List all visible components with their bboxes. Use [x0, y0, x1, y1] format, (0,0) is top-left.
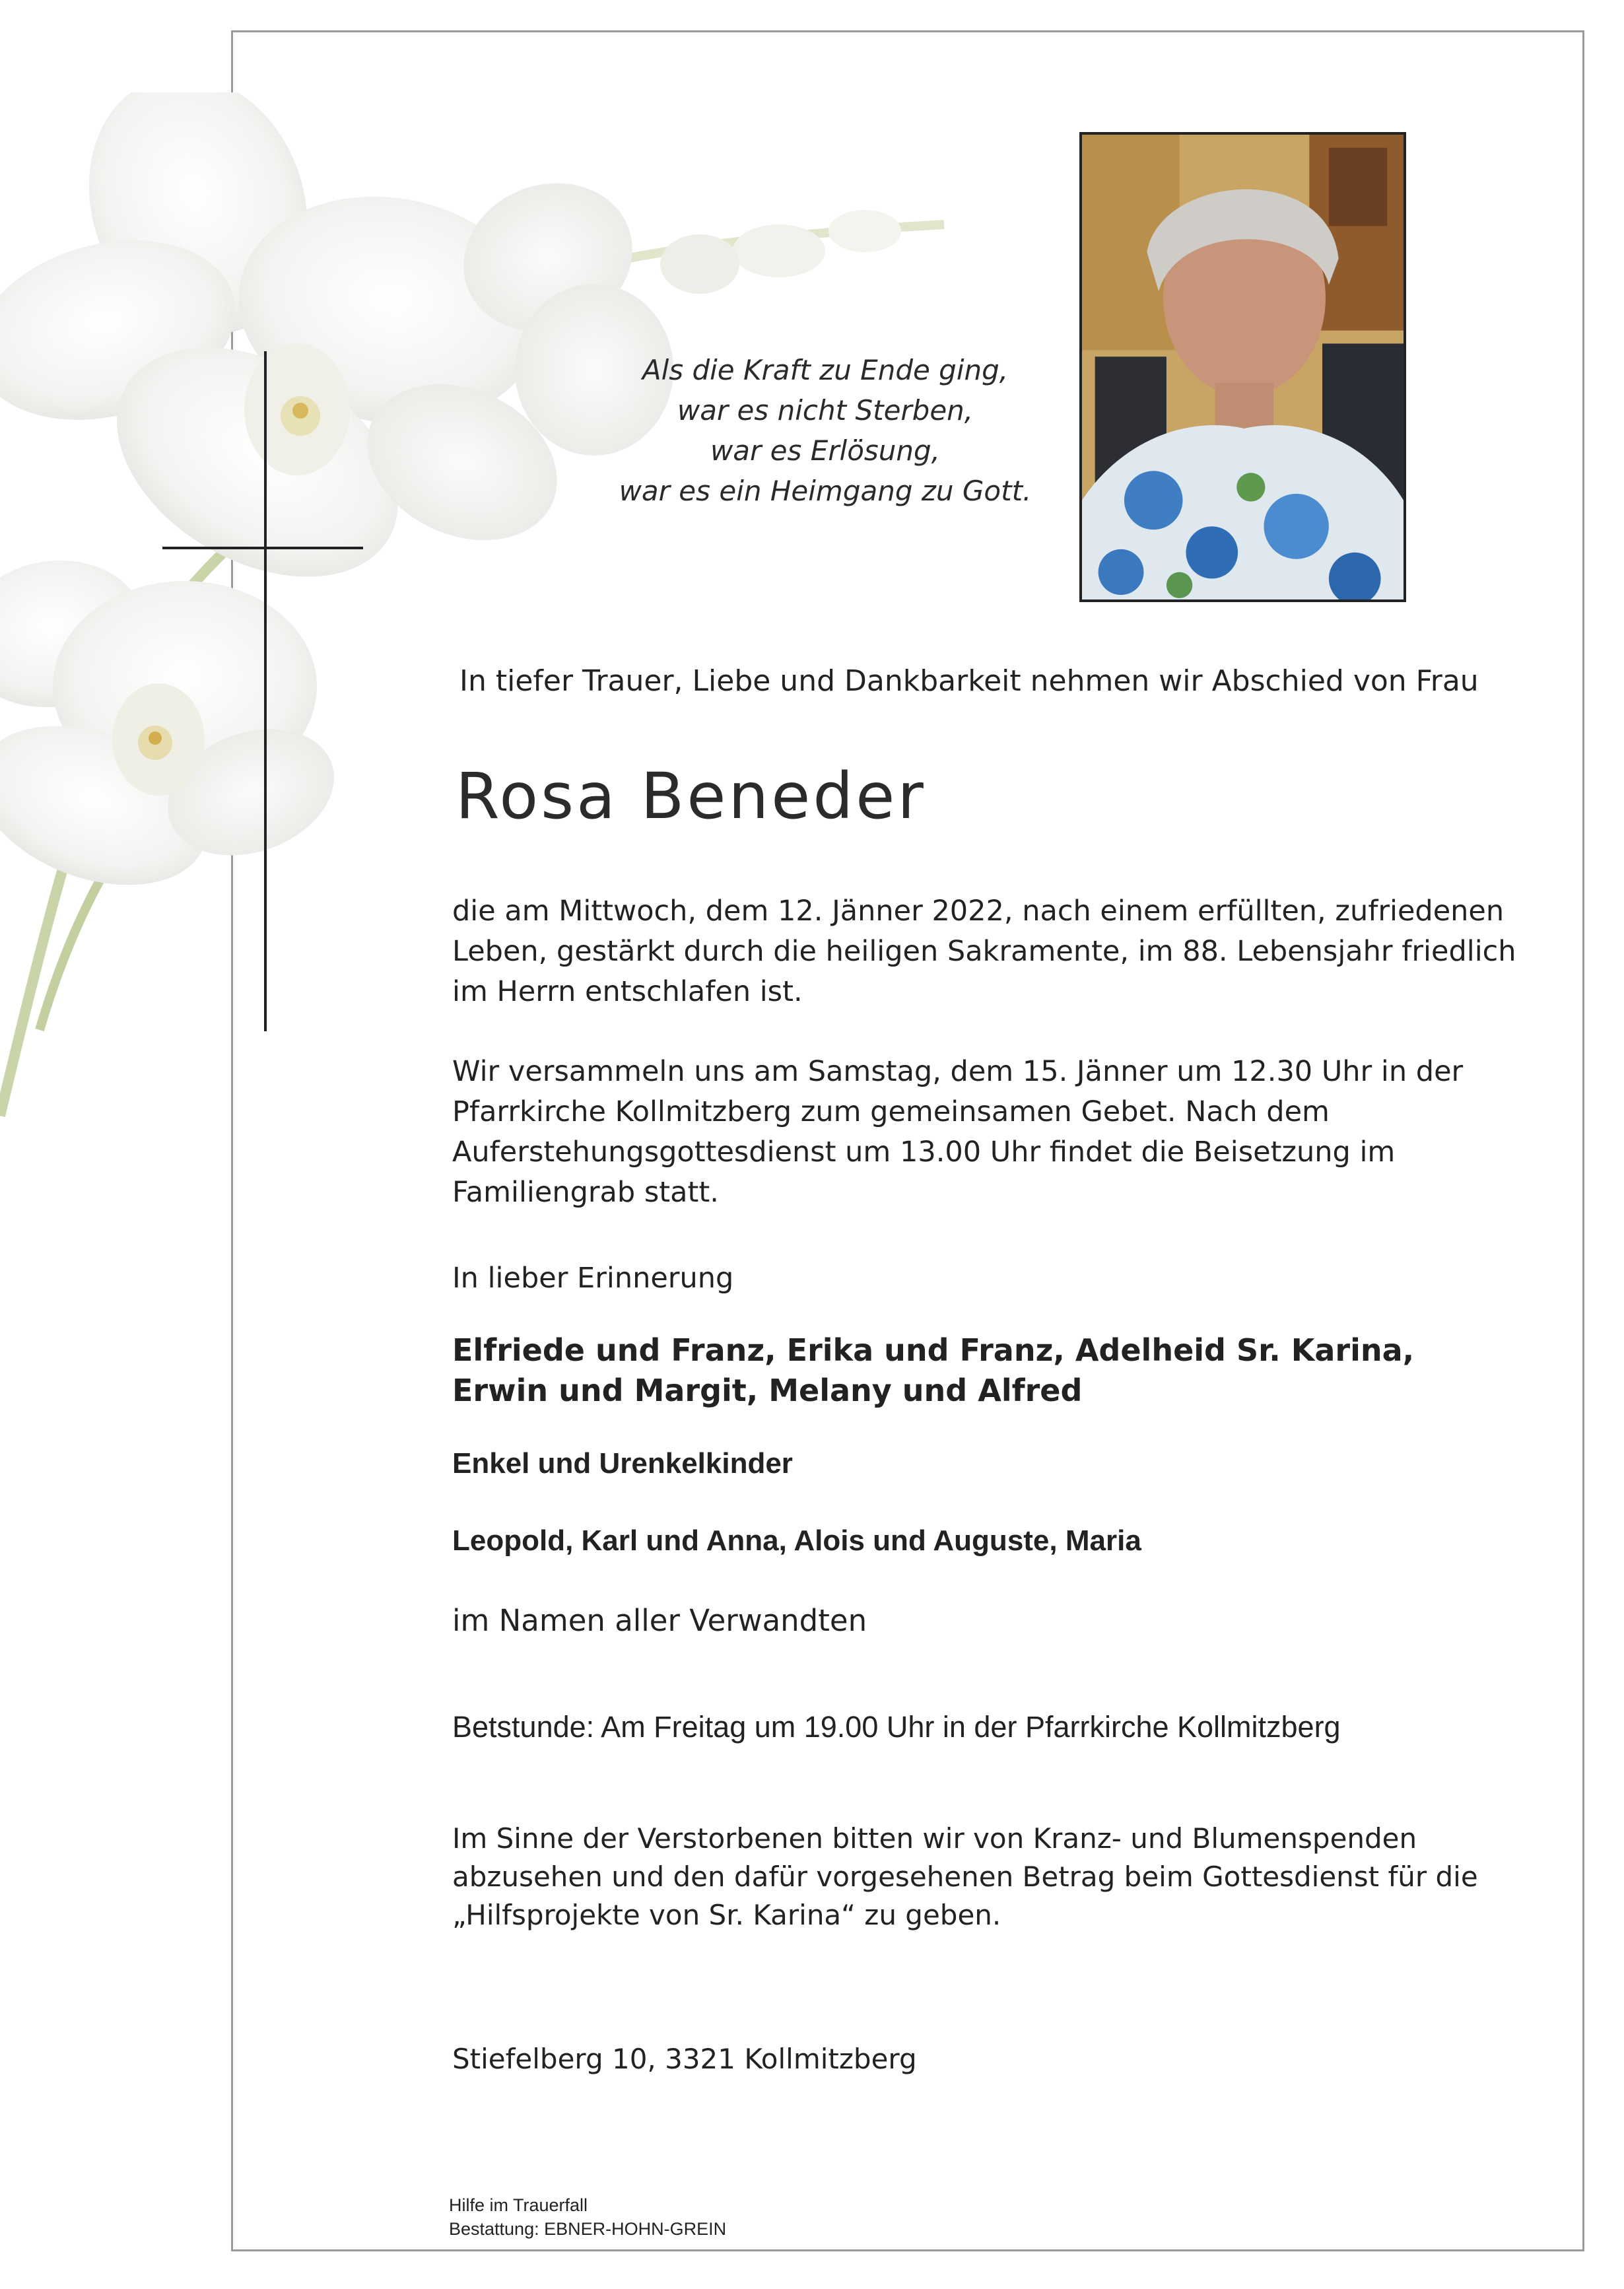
mourners-grandchildren: Enkel und Urenkelkinder: [452, 1447, 793, 1480]
service-notice-line: Wir versammeln uns am Samstag, dem 15. Jänner um 12.30 Uhr in der: [452, 1055, 1464, 1088]
donation-line: Im Sinne der Verstorbenen bitten wir von Kranz- und Blumenspenden: [452, 1822, 1417, 1855]
service-notice-line: Auferstehungsgottesdienst um 13.00 Uhr findet die Beisetzung im: [452, 1136, 1396, 1169]
memorial-quote: [574, 350, 1076, 511]
quote-line: war es Erlösung,: [710, 434, 941, 467]
cross-vertical-bar: [264, 351, 267, 1031]
portrait-photo: [1079, 132, 1406, 602]
quote-line: Als die Kraft zu Ende ging,: [642, 354, 1009, 386]
donation-notice: [452, 1820, 1482, 1934]
deceased-name: Rosa Beneder: [456, 759, 926, 833]
address: Stiefelberg 10, 3321 Kollmitzberg: [452, 2043, 917, 2075]
death-notice-line: die am Mittwoch, dem 12. Jänner 2022, nach einem erfüllten, zufriedenen: [452, 895, 1505, 928]
mourners-line: Elfriede und Franz, Erika und Franz, Adelheid Sr. Karina,: [452, 1332, 1415, 1368]
footer-line: Hilfe im Trauerfall: [449, 2195, 588, 2215]
service-notice: [452, 1052, 1482, 1213]
donation-line: „Hilfsprojekte von Sr. Karina“ zu geben.: [452, 1899, 1001, 1931]
intro-text: In tiefer Trauer, Liebe und Dankbarkeit nehmen wir Abschied von Frau: [459, 664, 1479, 698]
quote-line: war es ein Heimgang zu Gott.: [619, 475, 1032, 507]
cross-horizontal-bar: [162, 547, 363, 549]
memory-heading: In lieber Erinnerung: [452, 1262, 734, 1295]
prayer-hour: Betstunde: Am Freitag um 19.00 Uhr in der Pfarrkirche Kollmitzberg: [452, 1710, 1341, 1744]
mourners-line: Erwin und Margit, Melany und Alfred: [452, 1373, 1083, 1408]
death-notice-line: Leben, gestärkt durch die heiligen Sakramente, im 88. Lebensjahr friedlich: [452, 935, 1516, 968]
relatives-text: im Namen aller Verwandten: [452, 1603, 867, 1638]
mourners-siblings: Leopold, Karl und Anna, Alois und Auguste, Maria: [452, 1524, 1141, 1557]
quote-line: war es nicht Sterben,: [677, 394, 974, 427]
death-notice: [452, 891, 1516, 1012]
funeral-home-footer: [449, 2193, 726, 2241]
death-notice-line: im Herrn entschlafen ist.: [452, 975, 803, 1008]
service-notice-line: Familiengrab statt.: [452, 1176, 719, 1209]
donation-line: abzusehen und den dafür vorgesehenen Betrag beim Gottesdienst für die: [452, 1861, 1478, 1893]
mourners-children: [452, 1330, 1482, 1411]
service-notice-line: Pfarrkirche Kollmitzberg zum gemeinsamen Gebet. Nach dem: [452, 1095, 1330, 1128]
footer-line: Bestattung: EBNER-HOHN-GREIN: [449, 2219, 727, 2239]
